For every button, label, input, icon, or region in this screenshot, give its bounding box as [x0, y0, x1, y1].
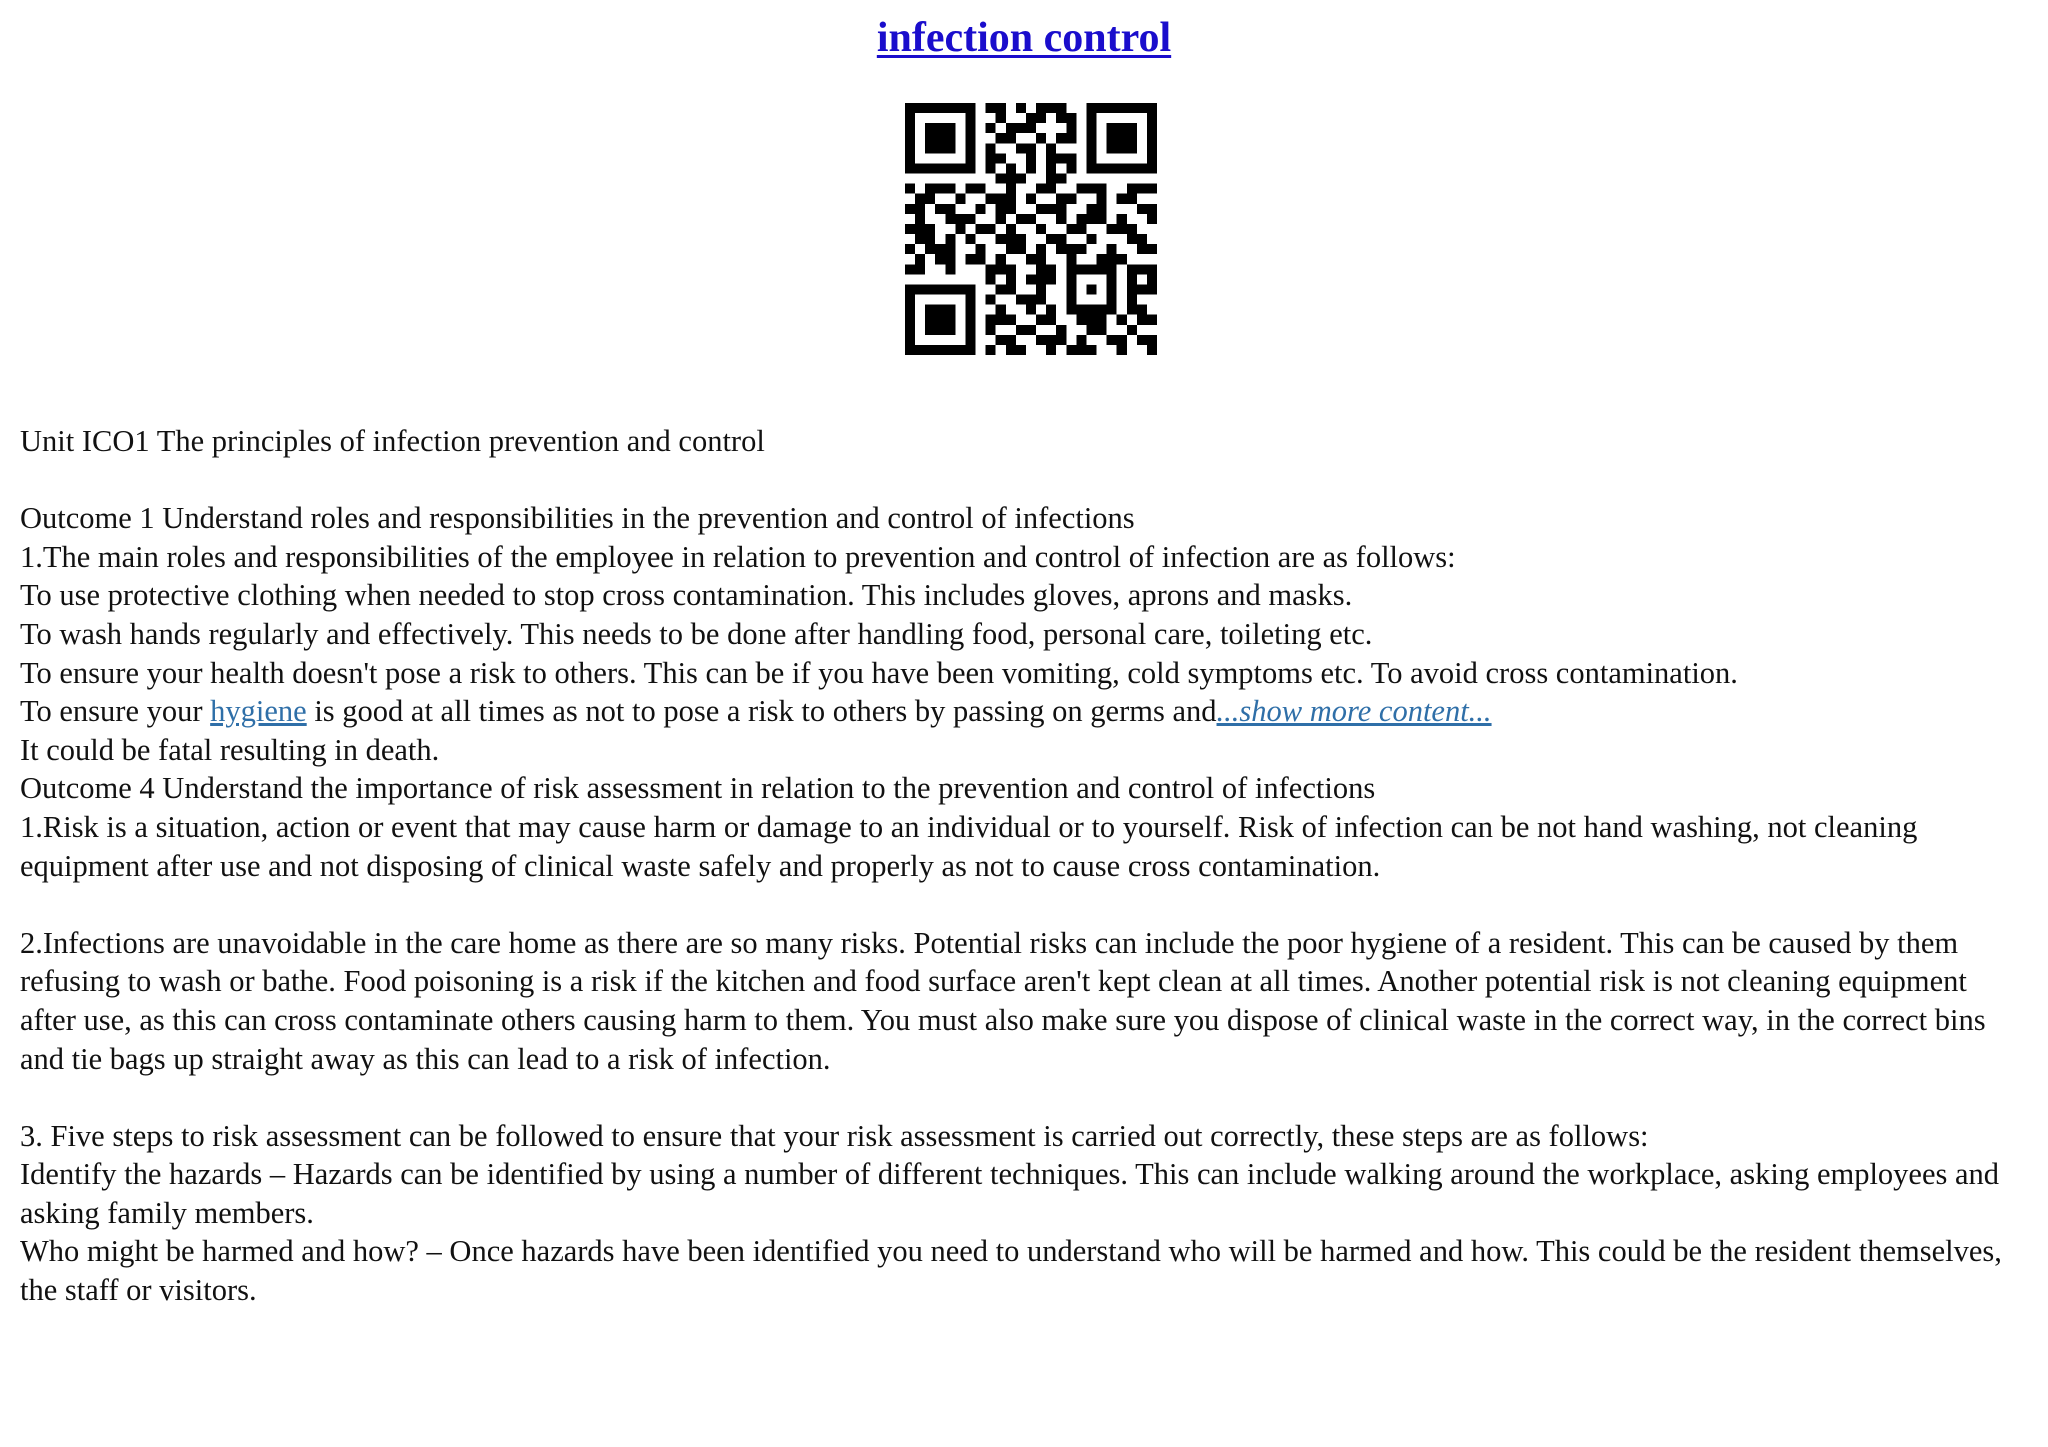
- outcome1-heading: Outcome 1 Understand roles and responsibilities in the prevention and control of infections: [20, 501, 1135, 536]
- qr-code-icon: [905, 103, 1157, 355]
- step-identify-hazards: Identify the hazards – Hazards can be identified by using a number of different techniques. This can include walking around the workplace, asking employees and asking family members.: [20, 1157, 2000, 1230]
- item1-intro: 1.The main roles and responsibilities of the employee in relation to prevention and control of infection are as follows:: [20, 539, 1456, 574]
- line-fatal: It could be fatal resulting in death.: [20, 732, 440, 767]
- hygiene-line-after: is good at all times as not to pose a risk to others by passing on germs and: [306, 694, 1217, 729]
- line-protective-clothing: To use protective clothing when needed to stop cross contamination. This includes gloves, aprons and masks.: [20, 578, 1353, 613]
- document-body: [20, 422, 2030, 1310]
- step-who-harmed: Who might be harmed and how? – Once hazards have been identified you need to understand who will be harmed and how. This could be the resident themselves, the staff or visitors.: [20, 1234, 2002, 1308]
- five-steps-intro: 3. Five steps to risk assessment can be followed to ensure that your risk assessment is carried out correctly, these steps are as follows:: [20, 1118, 1649, 1153]
- show-more-link[interactable]: ...show more content...: [1216, 694, 1492, 729]
- spacer: [20, 1078, 2030, 1117]
- hygiene-line-before: To ensure your: [20, 694, 211, 729]
- risk-paragraph: 1.Risk is a situation, action or event that may cause harm or damage to an individual or to yourself. Risk of infection can be not hand washing, not cleaning equipment after use and not disposing of clinical waste safely and properly as not to cause cross contamination.: [20, 809, 1918, 883]
- line-wash-hands: To wash hands regularly and effectively. This needs to be done after handling food, personal care, toileting etc.: [20, 616, 1373, 651]
- page-title-link[interactable]: infection control: [876, 15, 1172, 61]
- infections-paragraph: 2.Infections are unavoidable in the care home as there are so many risks. Potential risks can include the poor hygiene of a resident. This can be caused by them refusing to wash or bathe. Food poisoning is a risk if the kitchen and food surface aren't kept clean at all times. Another potential risk is not cleaning equipment after use, as this can cross contaminate others causing harm to them. You must also make sure you dispose of clinical waste in the correct way, in the correct bins and tie bags up straight away as this can lead to a risk of infection.: [20, 925, 1986, 1076]
- line-health-risk: To ensure your health doesn't pose a risk to others. This can be if you have been vomiting, cold symptoms etc. To avoid cross contamination.: [20, 655, 1738, 690]
- spacer: [20, 461, 2030, 500]
- line-hygiene: [20, 692, 2030, 731]
- hygiene-link[interactable]: hygiene: [210, 694, 307, 729]
- unit-heading: Unit ICO1 The principles of infection prevention and control: [20, 424, 765, 458]
- outcome4-heading: Outcome 4 Understand the importance of risk assessment in relation to the prevention and control of infections: [20, 771, 1376, 806]
- title-container: [0, 14, 2048, 62]
- spacer: [20, 885, 2030, 924]
